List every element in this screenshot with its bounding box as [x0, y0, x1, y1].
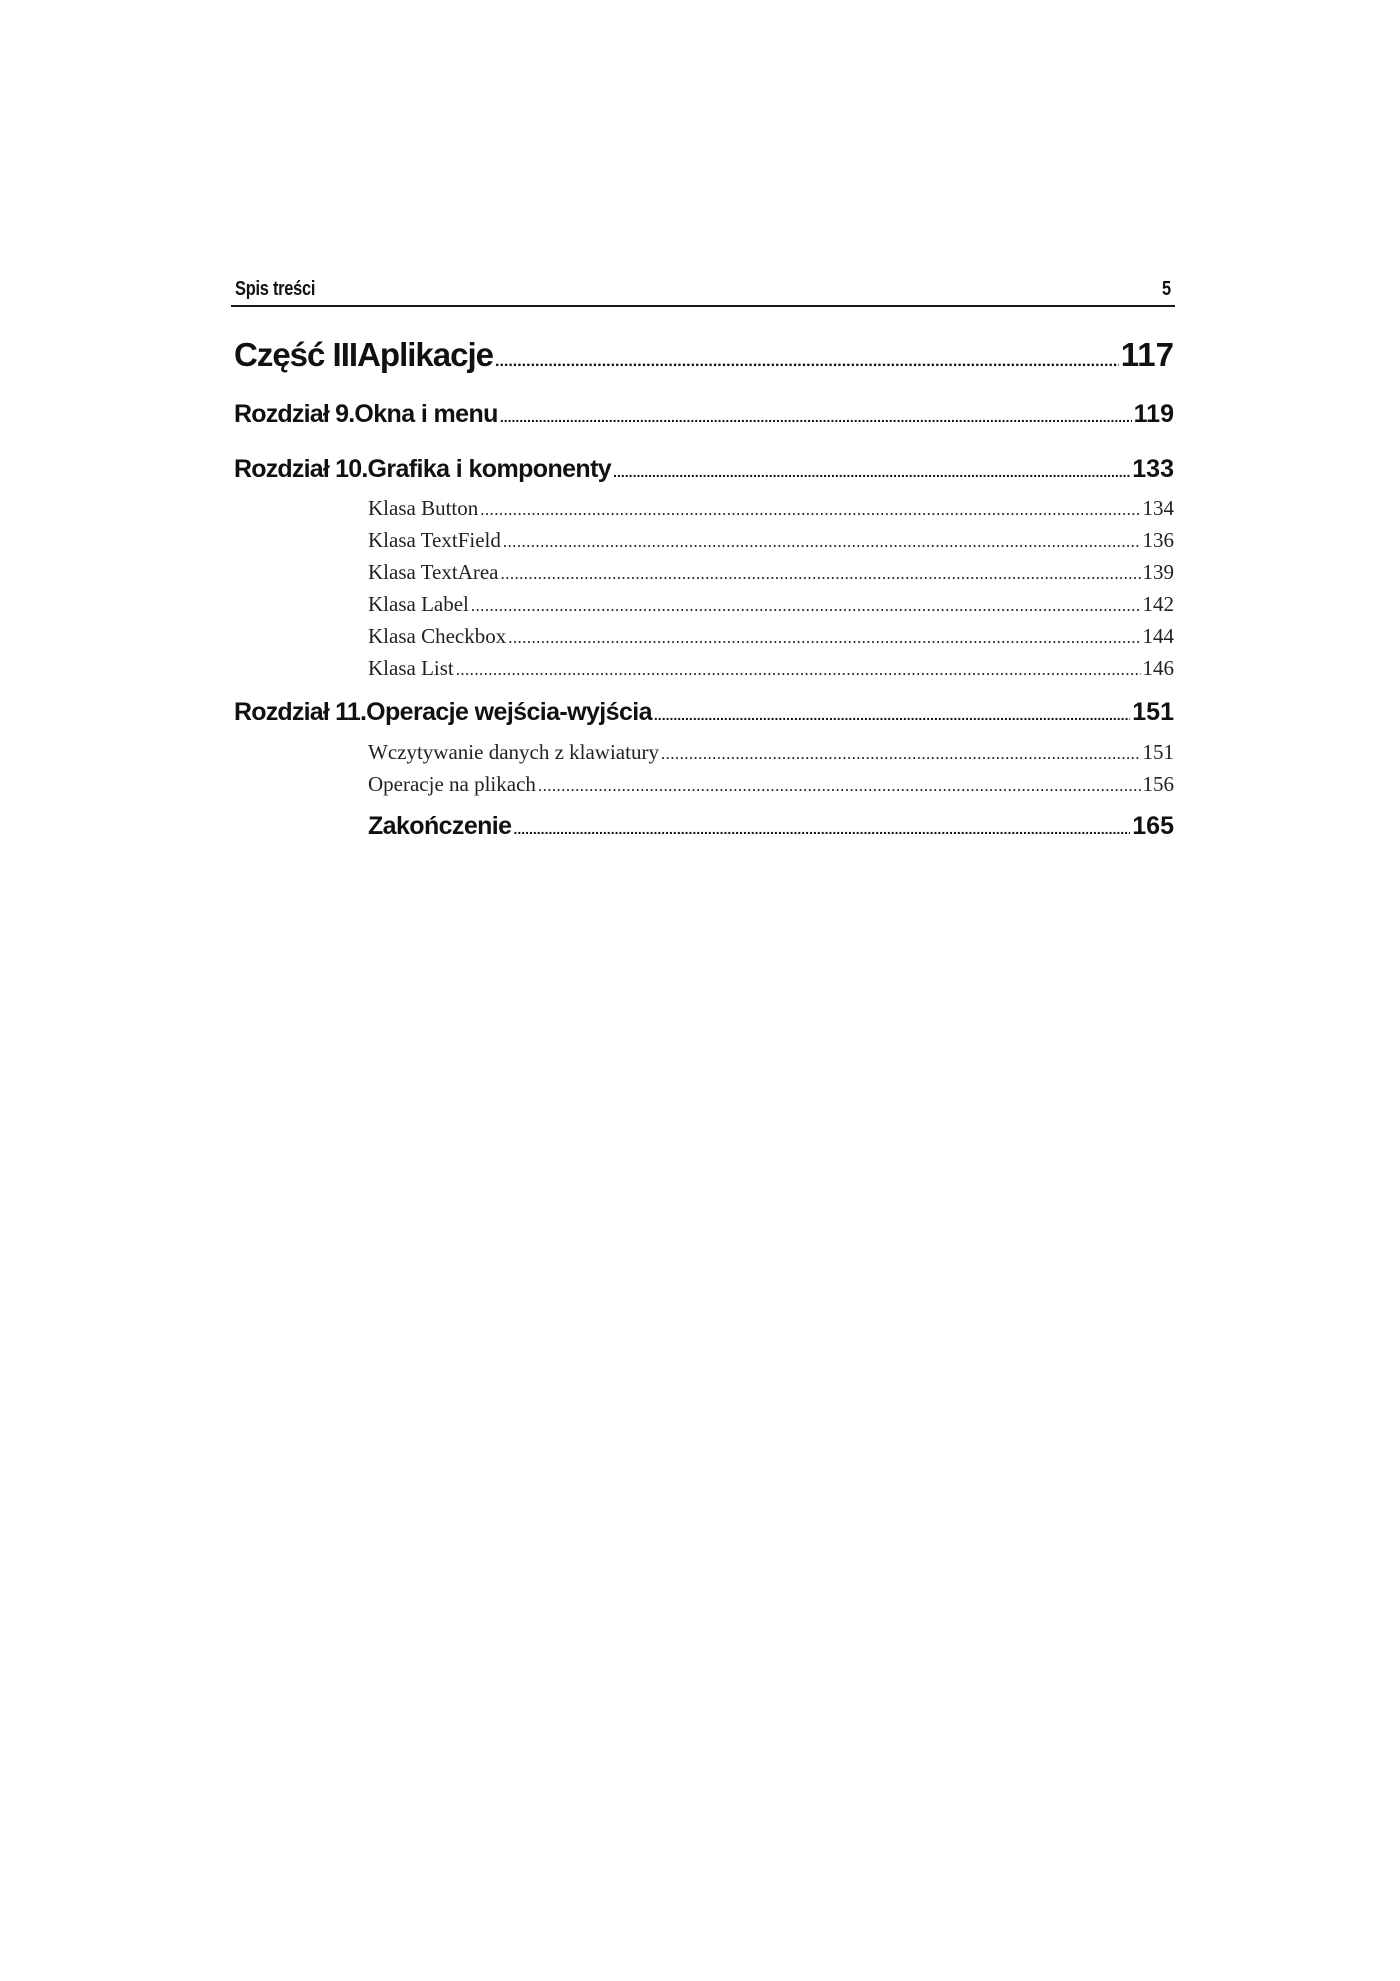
chapter-label: Rozdział 11. [234, 698, 367, 726]
dot-leader [508, 624, 1140, 649]
dot-leader [471, 592, 1141, 617]
chapter-page: 133 [1132, 455, 1174, 483]
section-page: 142 [1142, 592, 1174, 616]
chapter-page: 119 [1133, 400, 1174, 428]
part-page: 117 [1120, 336, 1174, 373]
section-page: 144 [1142, 624, 1174, 648]
section-page: 146 [1142, 656, 1174, 680]
section-title: Klasa Button [368, 496, 479, 520]
toc-section[interactable] [368, 772, 1174, 800]
toc-section[interactable] [368, 656, 1174, 684]
section-title: Klasa List [368, 656, 454, 680]
dot-leader [500, 400, 1132, 429]
section-title: Klasa TextArea [368, 560, 499, 584]
dot-leader [503, 528, 1141, 553]
part-label: Część III [234, 336, 358, 373]
chapter-title: Okna i menu [354, 400, 498, 428]
section-title: Klasa Label [368, 592, 469, 616]
conclusion-title: Zakończenie [368, 812, 512, 840]
chapter-title: Grafika i komponenty [367, 455, 612, 483]
chapter-title: Operacje wejścia-wyjścia [366, 698, 652, 726]
toc-section[interactable] [368, 740, 1174, 768]
toc-chapter-11[interactable] [234, 698, 1174, 730]
toc-section[interactable] [368, 496, 1174, 524]
section-page: 156 [1142, 772, 1174, 796]
header-page-number: 5 [1162, 278, 1171, 300]
section-page: 136 [1142, 528, 1174, 552]
section-page: 139 [1142, 560, 1174, 584]
toc-section[interactable] [368, 592, 1174, 620]
toc-part-entry[interactable] [234, 336, 1174, 376]
toc-conclusion-entry[interactable] [368, 812, 1174, 844]
dot-leader [501, 560, 1141, 585]
dot-leader [480, 496, 1140, 521]
toc-chapter-10[interactable] [234, 455, 1174, 487]
toc-section[interactable] [368, 560, 1174, 588]
section-title: Operacje na plikach [368, 772, 536, 796]
toc-section[interactable] [368, 624, 1174, 652]
dot-leader [456, 656, 1141, 681]
section-page: 151 [1142, 740, 1174, 764]
chapter-page: 151 [1132, 698, 1174, 726]
dot-leader [654, 698, 1130, 727]
toc-chapter-9[interactable] [234, 400, 1174, 432]
toc-section[interactable] [368, 528, 1174, 556]
dot-leader [513, 812, 1130, 841]
dot-leader [613, 455, 1130, 484]
section-page: 134 [1142, 496, 1174, 520]
chapter-label: Rozdział 10. [234, 455, 368, 483]
section-title: Klasa Checkbox [368, 624, 507, 648]
dot-leader [661, 740, 1141, 765]
dot-leader [538, 772, 1141, 797]
header-title: Spis treści [235, 278, 316, 300]
conclusion-page: 165 [1132, 812, 1174, 840]
chapter-label: Rozdział 9. [234, 400, 355, 428]
running-header [231, 272, 1175, 307]
part-title: Aplikacje [357, 336, 493, 373]
section-title: Klasa TextField [368, 528, 501, 552]
section-title: Wczytywanie danych z klawiatury [368, 740, 659, 764]
dot-leader [495, 336, 1119, 374]
